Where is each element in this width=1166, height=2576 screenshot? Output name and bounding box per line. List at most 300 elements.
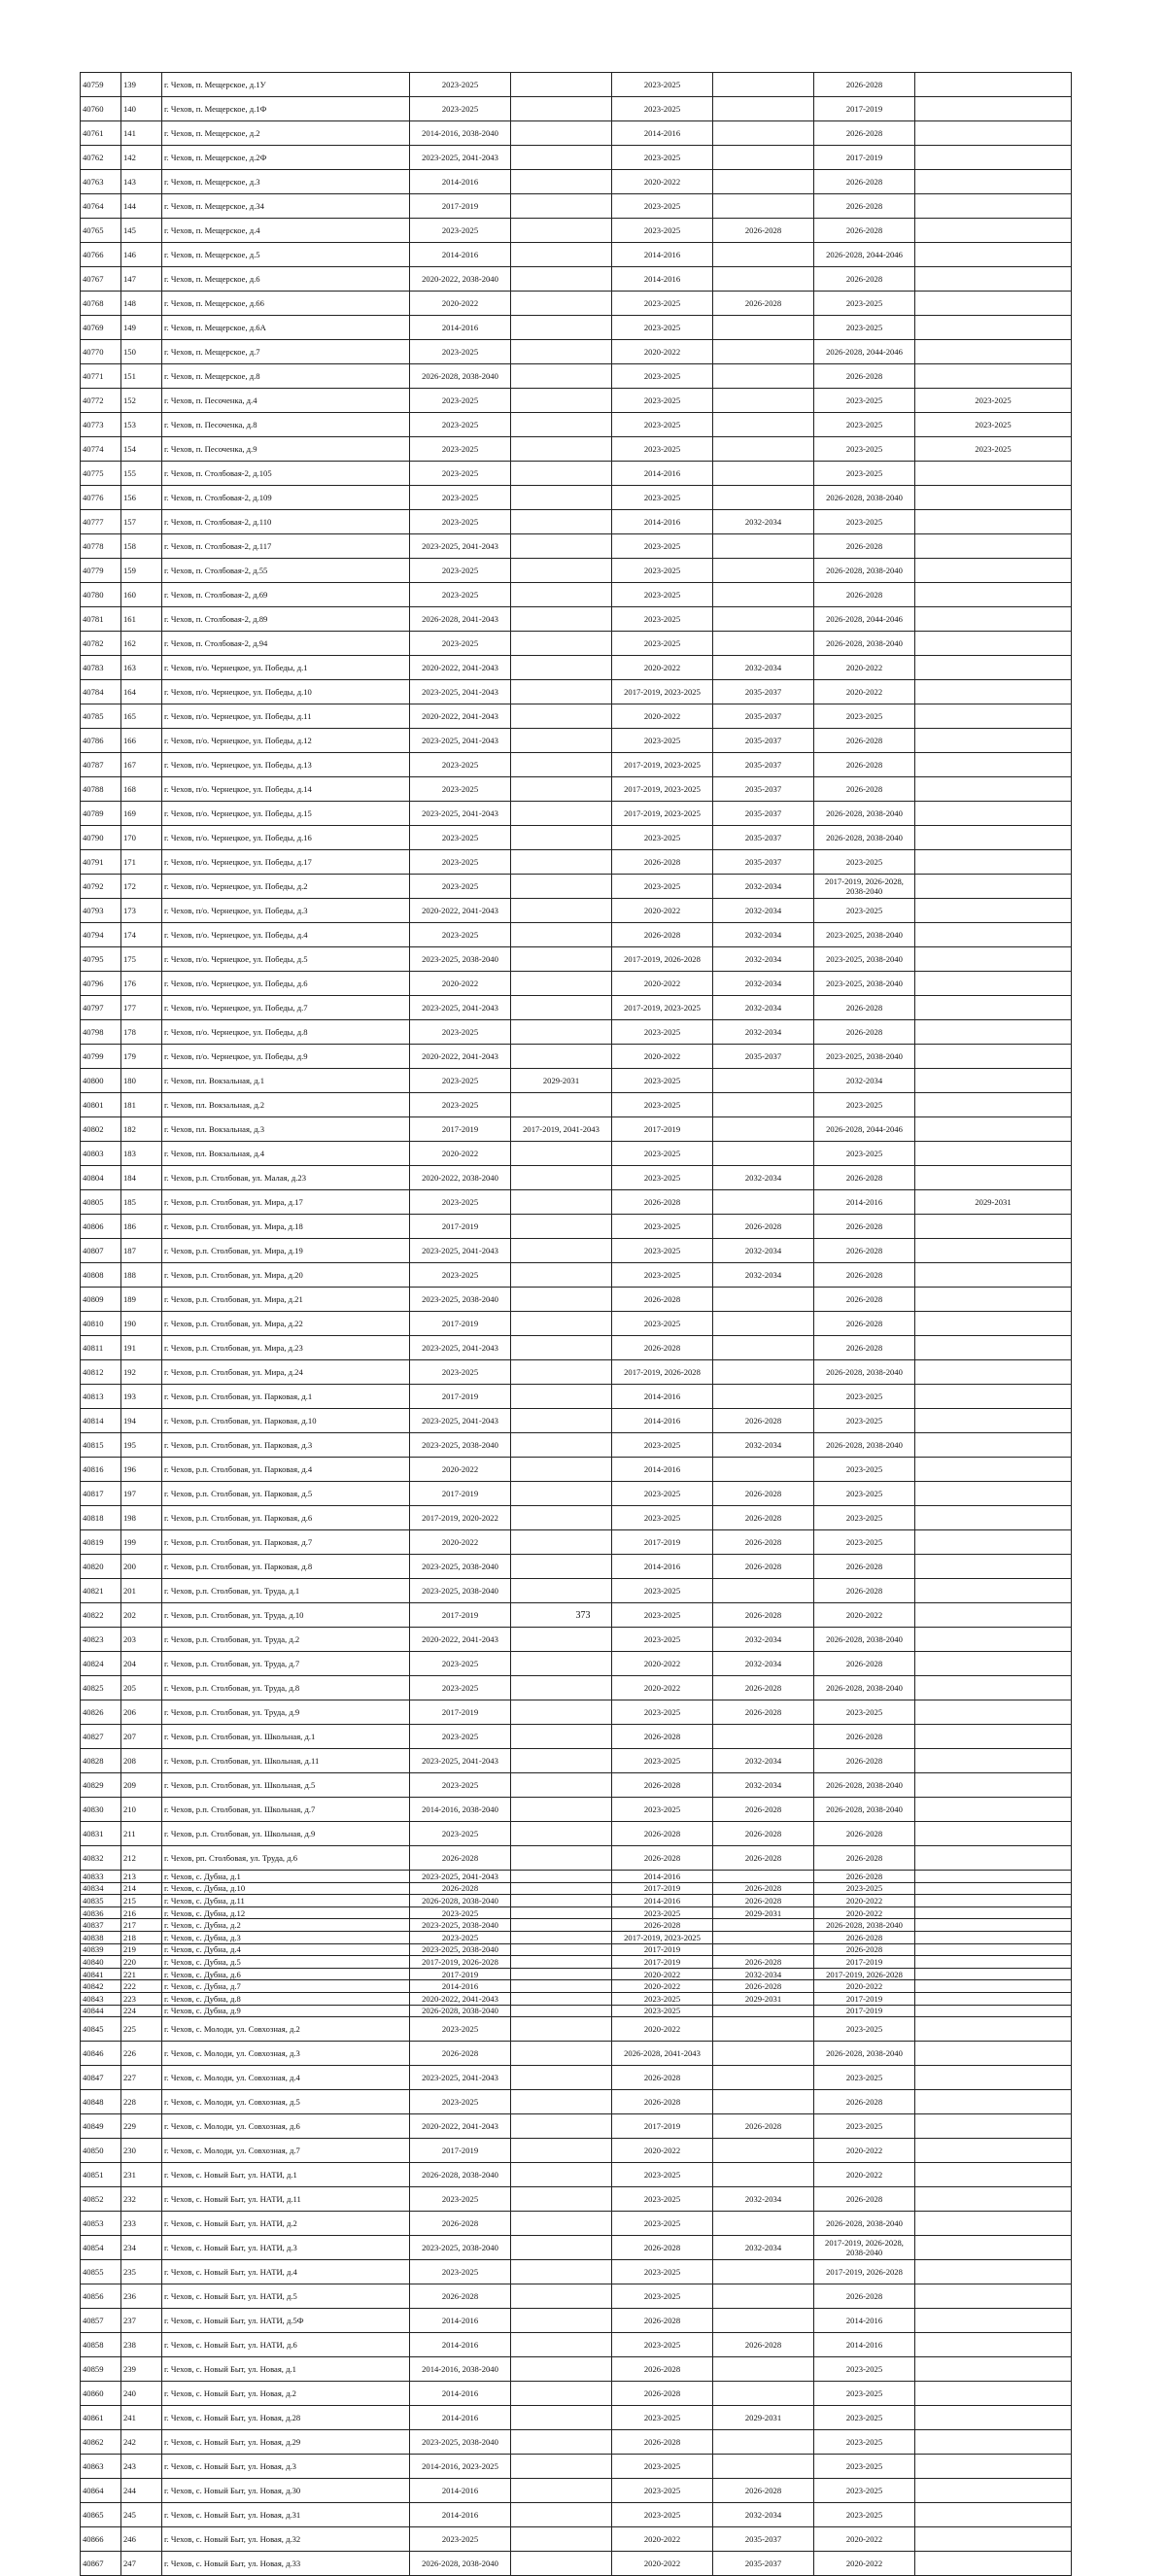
period-cell-6 [915, 121, 1072, 146]
period-cell-6 [915, 1798, 1072, 1822]
period-cell-2 [511, 1263, 612, 1288]
table-row [81, 340, 1072, 364]
period-cell-2 [511, 1239, 612, 1263]
period-cell-2 [511, 2309, 612, 2333]
address-cell: г. Чехов, с. Новый Быт, ул. НАТИ, д.3 [162, 2236, 410, 2260]
table-row [81, 899, 1072, 923]
period-cell-2 [511, 219, 612, 243]
record-id-cell: 40774 [81, 437, 121, 462]
period-cell-6 [915, 1895, 1072, 1907]
period-cell-4: 2032-2034 [713, 1652, 814, 1676]
table-row [81, 2236, 1072, 2260]
period-cell-5: 2026-2028 [814, 1652, 915, 1676]
table-row [81, 1943, 1072, 1956]
table-row [81, 729, 1072, 753]
row-number-cell: 219 [121, 1943, 162, 1956]
period-cell-4 [713, 1312, 814, 1336]
period-cell-3: 2026-2028 [612, 2430, 713, 2455]
period-cell-2 [511, 1288, 612, 1312]
address-cell: г. Чехов, р.п. Столбовая, ул. Малая, д.23 [162, 1166, 410, 1190]
period-cell-1: 2023-2025 [410, 850, 511, 875]
row-number-cell: 220 [121, 1956, 162, 1969]
period-cell-2 [511, 267, 612, 292]
period-cell-1: 2014-2016, 2023-2025 [410, 2455, 511, 2479]
period-cell-6 [915, 1992, 1072, 2005]
period-cell-3: 2023-2025 [612, 826, 713, 850]
address-cell: г. Чехов, п. Мещерское, д.2 [162, 121, 410, 146]
table-row [81, 1700, 1072, 1725]
period-cell-5: 2017-2019, 2026-2028, 2038-2040 [814, 875, 915, 899]
period-cell-2 [511, 729, 612, 753]
period-cell-2 [511, 413, 612, 437]
period-cell-3: 2026-2028 [612, 850, 713, 875]
period-cell-6 [915, 510, 1072, 534]
table-row [81, 73, 1072, 97]
address-cell: г. Чехов, с. Новый Быт, ул. Новая, д.2 [162, 2382, 410, 2406]
table-row [81, 1215, 1072, 1239]
period-cell-6 [915, 1882, 1072, 1895]
period-cell-6 [915, 2005, 1072, 2017]
period-cell-1: 2023-2025 [410, 97, 511, 121]
period-cell-1: 2023-2025 [410, 486, 511, 510]
row-number-cell: 213 [121, 1871, 162, 1883]
row-number-cell: 162 [121, 632, 162, 656]
table-row [81, 1433, 1072, 1458]
address-cell: г. Чехов, с. Молоди, ул. Совхозная, д.2 [162, 2017, 410, 2042]
period-cell-5: 2026-2028 [814, 219, 915, 243]
row-number-cell: 246 [121, 2527, 162, 2552]
record-id-cell: 40787 [81, 753, 121, 777]
address-cell: г. Чехов, р.п. Столбовая, ул. Парковая, д.1 [162, 1385, 410, 1409]
period-cell-4 [713, 316, 814, 340]
table-row [81, 1385, 1072, 1409]
period-cell-2 [511, 875, 612, 899]
address-cell: г. Чехов, с. Молоди, ул. Совхозная, д.5 [162, 2090, 410, 2114]
period-cell-3: 2023-2025 [612, 2455, 713, 2479]
period-cell-6 [915, 2479, 1072, 2503]
record-id-cell: 40862 [81, 2430, 121, 2455]
period-cell-5: 2026-2028, 2038-2040 [814, 1628, 915, 1652]
period-cell-3: 2023-2025 [612, 2187, 713, 2212]
row-number-cell: 201 [121, 1579, 162, 1603]
row-number-cell: 234 [121, 2236, 162, 2260]
period-cell-6 [915, 729, 1072, 753]
period-cell-3: 2023-2025 [612, 2406, 713, 2430]
period-cell-5: 2026-2028 [814, 1312, 915, 1336]
period-cell-1: 2026-2028 [410, 1882, 511, 1895]
period-cell-5: 2023-2025 [814, 413, 915, 437]
period-cell-2 [511, 1906, 612, 1919]
table-row [81, 1117, 1072, 1142]
record-id-cell: 40780 [81, 583, 121, 607]
period-cell-1: 2020-2022, 2041-2043 [410, 704, 511, 729]
period-cell-1: 2023-2025 [410, 559, 511, 583]
record-id-cell: 40823 [81, 1628, 121, 1652]
period-cell-4 [713, 1093, 814, 1117]
record-id-cell: 40854 [81, 2236, 121, 2260]
table-row [81, 2090, 1072, 2114]
record-id-cell: 40835 [81, 1895, 121, 1907]
period-cell-3: 2023-2025 [612, 1906, 713, 1919]
period-cell-1: 2023-2025 [410, 2527, 511, 2552]
record-id-cell: 40840 [81, 1956, 121, 1969]
address-cell: г. Чехов, р.п. Столбовая, ул. Школьная, д.1 [162, 1725, 410, 1749]
table-row [81, 267, 1072, 292]
period-cell-3: 2023-2025 [612, 2005, 713, 2017]
period-cell-4 [713, 1360, 814, 1385]
period-cell-6 [915, 243, 1072, 267]
period-cell-4 [713, 2284, 814, 2309]
period-cell-5: 2026-2028 [814, 170, 915, 194]
period-cell-2 [511, 1530, 612, 1555]
period-cell-4: 2032-2034 [713, 656, 814, 680]
period-cell-6 [915, 146, 1072, 170]
row-number-cell: 166 [121, 729, 162, 753]
period-cell-3: 2026-2028 [612, 2382, 713, 2406]
row-number-cell: 186 [121, 1215, 162, 1239]
period-cell-5: 2026-2028, 2038-2040 [814, 1676, 915, 1700]
period-cell-2 [511, 2284, 612, 2309]
address-cell: г. Чехов, р.п. Столбовая, ул. Мира, д.17 [162, 1190, 410, 1215]
period-cell-3: 2026-2028 [612, 2357, 713, 2382]
period-cell-4 [713, 559, 814, 583]
record-id-cell: 40792 [81, 875, 121, 899]
period-cell-6 [915, 607, 1072, 632]
row-number-cell: 153 [121, 413, 162, 437]
period-cell-4: 2026-2028 [713, 1482, 814, 1506]
period-cell-1: 2023-2025 [410, 2090, 511, 2114]
row-number-cell: 206 [121, 1700, 162, 1725]
address-cell: г. Чехов, р.п. Столбовая, ул. Школьная, д.7 [162, 1798, 410, 1822]
table-row [81, 2333, 1072, 2357]
period-cell-2 [511, 1628, 612, 1652]
period-cell-1: 2023-2025, 2038-2040 [410, 2430, 511, 2455]
period-cell-2 [511, 1992, 612, 2005]
period-cell-4 [713, 2139, 814, 2163]
period-cell-6 [915, 2187, 1072, 2212]
period-cell-4: 2029-2031 [713, 2406, 814, 2430]
row-number-cell: 209 [121, 1773, 162, 1798]
period-cell-5: 2026-2028, 2038-2040 [814, 802, 915, 826]
period-cell-5: 2026-2028 [814, 267, 915, 292]
address-cell: г. Чехов, р.п. Столбовая, ул. Мира, д.22 [162, 1312, 410, 1336]
period-cell-6 [915, 1045, 1072, 1069]
period-cell-2 [511, 97, 612, 121]
period-cell-5: 2026-2028, 2038-2040 [814, 1919, 915, 1932]
period-cell-6 [915, 2382, 1072, 2406]
period-cell-1: 2023-2025 [410, 2260, 511, 2284]
period-cell-3: 2014-2016 [612, 121, 713, 146]
row-number-cell: 226 [121, 2042, 162, 2066]
period-cell-1: 2020-2022, 2038-2040 [410, 267, 511, 292]
table-row [81, 1190, 1072, 1215]
row-number-cell: 230 [121, 2139, 162, 2163]
period-cell-2 [511, 1506, 612, 1530]
period-cell-5: 2020-2022 [814, 1603, 915, 1628]
address-cell: г. Чехов, п/о. Чернецкое, ул. Победы, д.11 [162, 704, 410, 729]
table-row [81, 194, 1072, 219]
period-cell-1: 2014-2016 [410, 170, 511, 194]
row-number-cell: 185 [121, 1190, 162, 1215]
table-row [81, 2430, 1072, 2455]
period-cell-5: 2023-2025 [814, 704, 915, 729]
table-row [81, 316, 1072, 340]
period-cell-3: 2014-2016 [612, 1458, 713, 1482]
period-cell-4: 2035-2037 [713, 680, 814, 704]
row-number-cell: 164 [121, 680, 162, 704]
period-cell-6 [915, 1142, 1072, 1166]
record-id-cell: 40767 [81, 267, 121, 292]
record-id-cell: 40782 [81, 632, 121, 656]
row-number-cell: 141 [121, 121, 162, 146]
table-row [81, 632, 1072, 656]
period-cell-1: 2017-2019 [410, 1385, 511, 1409]
period-cell-4: 2026-2028 [713, 1980, 814, 1993]
address-cell: г. Чехов, с. Молоди, ул. Совхозная, д.4 [162, 2066, 410, 2090]
period-cell-1: 2023-2025 [410, 462, 511, 486]
record-id-cell: 40853 [81, 2212, 121, 2236]
address-cell: г. Чехов, п/о. Чернецкое, ул. Победы, д.12 [162, 729, 410, 753]
address-cell: г. Чехов, п. Мещерское, д.1У [162, 73, 410, 97]
period-cell-6 [915, 534, 1072, 559]
period-cell-6 [915, 923, 1072, 947]
row-number-cell: 223 [121, 1992, 162, 2005]
period-cell-5: 2014-2016 [814, 2333, 915, 2357]
period-cell-3: 2026-2028 [612, 1846, 713, 1871]
address-cell: г. Чехов, с. Новый Быт, ул. НАТИ, д.6 [162, 2333, 410, 2357]
address-cell: г. Чехов, п. Песоченка, д.4 [162, 389, 410, 413]
period-cell-4: 2032-2034 [713, 875, 814, 899]
period-cell-3: 2023-2025 [612, 2163, 713, 2187]
period-cell-3: 2020-2022 [612, 2552, 713, 2576]
period-cell-4 [713, 1579, 814, 1603]
period-cell-6 [915, 899, 1072, 923]
period-cell-1: 2023-2025 [410, 389, 511, 413]
address-cell: г. Чехов, с. Новый Быт, ул. НАТИ, д.11 [162, 2187, 410, 2212]
period-cell-1: 2023-2025 [410, 1360, 511, 1385]
address-cell: г. Чехов, с. Дубна, д.4 [162, 1943, 410, 1956]
period-cell-6 [915, 2090, 1072, 2114]
period-cell-2 [511, 1700, 612, 1725]
period-cell-4 [713, 1871, 814, 1883]
period-cell-2 [511, 2503, 612, 2527]
period-cell-3: 2023-2025 [612, 1482, 713, 1506]
period-cell-4 [713, 534, 814, 559]
address-cell: г. Чехов, п/о. Чернецкое, ул. Победы, д.8 [162, 1020, 410, 1045]
period-cell-3: 2014-2016 [612, 462, 713, 486]
address-cell: г. Чехов, р.п. Столбовая, ул. Школьная, д.9 [162, 1822, 410, 1846]
period-cell-5: 2020-2022 [814, 1980, 915, 1993]
period-cell-3: 2023-2025 [612, 583, 713, 607]
period-cell-2 [511, 1020, 612, 1045]
address-cell: г. Чехов, п. Столбовая-2, д.55 [162, 559, 410, 583]
row-number-cell: 192 [121, 1360, 162, 1385]
period-cell-6 [915, 1117, 1072, 1142]
table-row [81, 996, 1072, 1020]
period-cell-5: 2026-2028 [814, 1846, 915, 1871]
period-cell-4: 2032-2034 [713, 1433, 814, 1458]
period-cell-6 [915, 875, 1072, 899]
address-cell: г. Чехов, с. Новый Быт, ул. Новая, д.29 [162, 2430, 410, 2455]
row-number-cell: 158 [121, 534, 162, 559]
period-cell-6 [915, 1069, 1072, 1093]
table-row [81, 510, 1072, 534]
period-cell-5: 2023-2025 [814, 510, 915, 534]
row-number-cell: 189 [121, 1288, 162, 1312]
period-cell-4: 2026-2028 [713, 1895, 814, 1907]
period-cell-6 [915, 73, 1072, 97]
period-cell-2 [511, 2357, 612, 2382]
period-cell-1: 2023-2025 [410, 1931, 511, 1943]
address-cell: г. Чехов, п/о. Чернецкое, ул. Победы, д.1 [162, 656, 410, 680]
period-cell-2 [511, 1956, 612, 1969]
table-row [81, 1749, 1072, 1773]
table-row [81, 413, 1072, 437]
record-id-cell: 40865 [81, 2503, 121, 2527]
period-cell-4 [713, 413, 814, 437]
row-number-cell: 208 [121, 1749, 162, 1773]
period-cell-6 [915, 1652, 1072, 1676]
period-cell-3: 2017-2019 [612, 1882, 713, 1895]
record-id-cell: 40867 [81, 2552, 121, 2576]
period-cell-2 [511, 2382, 612, 2406]
period-cell-3: 2023-2025 [612, 1628, 713, 1652]
period-cell-1: 2023-2025 [410, 1652, 511, 1676]
schedule-table [80, 72, 1072, 2576]
period-cell-4 [713, 1919, 814, 1932]
table-row [81, 826, 1072, 850]
row-number-cell: 196 [121, 1458, 162, 1482]
period-cell-5: 2026-2028 [814, 2187, 915, 2212]
period-cell-3: 2023-2025 [612, 2260, 713, 2284]
period-cell-3: 2023-2025 [612, 97, 713, 121]
table-row [81, 2382, 1072, 2406]
period-cell-3: 2020-2022 [612, 972, 713, 996]
period-cell-1: 2023-2025, 2038-2040 [410, 1579, 511, 1603]
period-cell-3: 2017-2019 [612, 1956, 713, 1969]
period-cell-3: 2017-2019 [612, 1530, 713, 1555]
record-id-cell: 40861 [81, 2406, 121, 2430]
period-cell-2 [511, 1919, 612, 1932]
period-cell-3: 2026-2028 [612, 1725, 713, 1749]
table-row [81, 1069, 1072, 1093]
address-cell: г. Чехов, п. Столбовая-2, д.105 [162, 462, 410, 486]
period-cell-6 [915, 632, 1072, 656]
period-cell-2 [511, 1579, 612, 1603]
table-row [81, 146, 1072, 170]
period-cell-3: 2023-2025 [612, 559, 713, 583]
period-cell-2 [511, 1773, 612, 1798]
period-cell-3: 2023-2025 [612, 2479, 713, 2503]
period-cell-2 [511, 632, 612, 656]
period-cell-1: 2014-2016 [410, 316, 511, 340]
period-cell-4: 2035-2037 [713, 704, 814, 729]
period-cell-4: 2032-2034 [713, 1263, 814, 1288]
table-row [81, 704, 1072, 729]
period-cell-5: 2023-2025 [814, 850, 915, 875]
row-number-cell: 143 [121, 170, 162, 194]
period-cell-1: 2023-2025 [410, 826, 511, 850]
period-cell-3: 2020-2022 [612, 1676, 713, 1700]
period-cell-5: 2026-2028, 2038-2040 [814, 559, 915, 583]
period-cell-1: 2020-2022, 2041-2043 [410, 2114, 511, 2139]
period-cell-1: 2017-2019, 2020-2022 [410, 1506, 511, 1530]
period-cell-6 [915, 1336, 1072, 1360]
period-cell-1: 2023-2025 [410, 1676, 511, 1700]
period-cell-3: 2023-2025 [612, 1312, 713, 1336]
period-cell-5: 2023-2025 [814, 1142, 915, 1166]
period-cell-3: 2026-2028 [612, 923, 713, 947]
table-row [81, 2260, 1072, 2284]
table-row [81, 1263, 1072, 1288]
address-cell: г. Чехов, п/о. Чернецкое, ул. Победы, д.7 [162, 996, 410, 1020]
period-cell-1: 2020-2022, 2041-2043 [410, 1992, 511, 2005]
record-id-cell: 40839 [81, 1943, 121, 1956]
period-cell-1: 2026-2028 [410, 2284, 511, 2309]
period-cell-4 [713, 486, 814, 510]
period-cell-5: 2017-2019, 2026-2028 [814, 1968, 915, 1980]
period-cell-1: 2023-2025 [410, 1069, 511, 1093]
period-cell-3: 2020-2022 [612, 1968, 713, 1980]
period-cell-5: 2026-2028 [814, 583, 915, 607]
record-id-cell: 40842 [81, 1980, 121, 1993]
period-cell-2 [511, 656, 612, 680]
record-id-cell: 40866 [81, 2527, 121, 2552]
period-cell-1: 2023-2025 [410, 1093, 511, 1117]
table-row [81, 583, 1072, 607]
period-cell-3: 2020-2022 [612, 1652, 713, 1676]
address-cell: г. Чехов, р.п. Столбовая, ул. Парковая, д.6 [162, 1506, 410, 1530]
period-cell-1: 2020-2022, 2041-2043 [410, 656, 511, 680]
period-cell-3: 2014-2016 [612, 1385, 713, 1409]
period-cell-6 [915, 1360, 1072, 1385]
period-cell-2 [511, 559, 612, 583]
period-cell-6 [915, 1676, 1072, 1700]
period-cell-3: 2023-2025 [612, 1579, 713, 1603]
address-cell: г. Чехов, п. Мещерское, д.34 [162, 194, 410, 219]
period-cell-5: 2023-2025 [814, 2430, 915, 2455]
period-cell-3: 2023-2025 [612, 1093, 713, 1117]
period-cell-2 [511, 146, 612, 170]
period-cell-1: 2023-2025, 2041-2043 [410, 1239, 511, 1263]
period-cell-3: 2023-2025 [612, 73, 713, 97]
record-id-cell: 40841 [81, 1968, 121, 1980]
record-id-cell: 40859 [81, 2357, 121, 2382]
row-number-cell: 183 [121, 1142, 162, 1166]
address-cell: г. Чехов, пл. Вокзальная, д.4 [162, 1142, 410, 1166]
period-cell-5: 2026-2028, 2038-2040 [814, 632, 915, 656]
period-cell-3: 2017-2019 [612, 1943, 713, 1956]
address-cell: г. Чехов, п. Столбовая-2, д.89 [162, 607, 410, 632]
period-cell-1: 2023-2025 [410, 1906, 511, 1919]
period-cell-1: 2014-2016, 2038-2040 [410, 2357, 511, 2382]
period-cell-5: 2026-2028 [814, 1336, 915, 1360]
row-number-cell: 159 [121, 559, 162, 583]
table-row [81, 1676, 1072, 1700]
period-cell-5: 2026-2028, 2044-2046 [814, 607, 915, 632]
period-cell-3: 2017-2019 [612, 1117, 713, 1142]
period-cell-6 [915, 1919, 1072, 1932]
period-cell-6 [915, 1871, 1072, 1883]
table-row [81, 2284, 1072, 2309]
period-cell-6 [915, 462, 1072, 486]
record-id-cell: 40800 [81, 1069, 121, 1093]
row-number-cell: 184 [121, 1166, 162, 1190]
record-id-cell: 40846 [81, 2042, 121, 2066]
table-row [81, 1239, 1072, 1263]
row-number-cell: 156 [121, 486, 162, 510]
period-cell-3: 2014-2016 [612, 1871, 713, 1883]
